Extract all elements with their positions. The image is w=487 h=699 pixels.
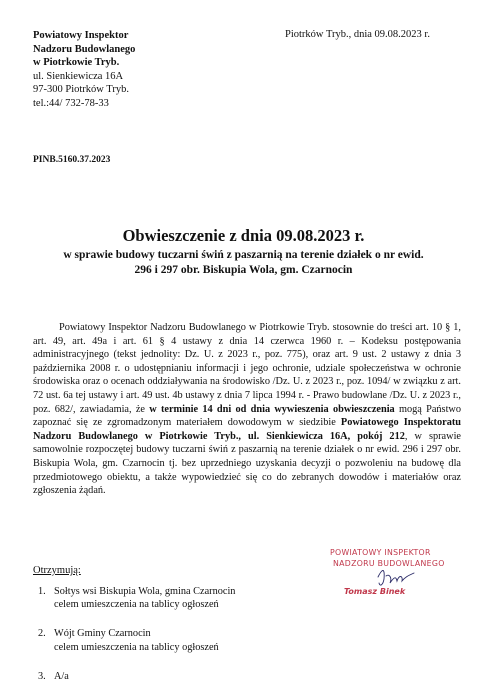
body-text-3: , w sprawie samowolnie rozpoczętej budowy tuczarni świń z paszarnią na terenie działek o nr ewid. 296 i 297 obr. Biskupia Wola, gm. Czarnocin tj. bez uprzedniego uzyskania decyzji o pozwoleniu na budowę dla przedmiotowego obiektu, a także wypowiedzieć się co do zebranych dowodów i materiałów oraz zgłoszenia żądań. (33, 430, 461, 497)
body-bold-deadline: w terminie 14 dni od dnia wywieszenia obwieszczenia (149, 403, 395, 415)
list-item-number: 1. (38, 586, 46, 597)
stamp-line-2: NADZORU BUDOWLANEGO (333, 559, 445, 568)
list-item (38, 670, 298, 683)
sender-block (33, 29, 135, 110)
document-subtitle (20, 248, 467, 278)
list-item-number: 3. (38, 670, 46, 682)
sender-address-city: 97-300 Piotrków Tryb. (33, 84, 129, 95)
sender-line-1: Powiatowy Inspektor (33, 30, 129, 41)
list-item (38, 585, 298, 611)
body-bold-location: Powiatowego Inspektoratu Nadzoru Budowlanego w Piotrkowie Tryb., ul. Sienkiewicza 16A, pokój 212 (33, 417, 461, 442)
stamp-name: Tomasz Binek (344, 587, 406, 596)
list-item-line-2: celem umieszczenia na tablicy ogłoszeń (54, 641, 219, 653)
stamp-line-1: POWIATOWY INSPEKTOR (330, 548, 431, 557)
subtitle-line-2: 296 i 297 obr. Biskupia Wola, gm. Czarnocin (134, 264, 353, 276)
sender-line-2: Nadzoru Budowlanego (33, 43, 136, 55)
sender-phone: tel.:44/ 732-78-33 (33, 97, 109, 109)
body-text-2: mogą Państwo zapoznać się ze zgromadzonym materiałem dowodowym w siedzibie (33, 403, 462, 429)
list-item-line-1: Sołtys wsi Biskupia Wola, gmina Czarnocin (54, 586, 236, 597)
sender-line-3: w Piotrkowie Tryb. (33, 57, 120, 68)
subtitle-line-1: w sprawie budowy tuczarni świń z paszarnią na terenie działek o nr ewid. (63, 249, 424, 261)
official-stamp (330, 543, 460, 603)
recipients-list (38, 585, 298, 699)
place-date: Piotrków Tryb., dnia 09.08.2023 r. (285, 29, 430, 40)
body-paragraph (33, 321, 461, 498)
document-title: Obwieszczenie z dnia 09.08.2023 r. (122, 226, 365, 245)
sender-address-street: ul. Sienkiewicza 16A (33, 70, 124, 82)
list-item-number: 2. (38, 628, 46, 640)
list-item-line-1: A/a (54, 670, 69, 682)
list-item-line-1: Wójt Gminy Czarnocin (54, 628, 151, 640)
list-item (38, 627, 298, 653)
body-text-1: Powiatowy Inspektor Nadzoru Budowlanego w Piotrkowie Tryb. stosownie do treści art. 10 § 1, art. 49, art. 49a i art. 61 § 4 ustawy z dnia 14 czerwca 1960 r. – Kodeksu postępowania administracyjnego (tekst jednolity: Dz. U. z 2023 r., poz. 775), oraz art. 9 ust. 2 ustawy z dnia 3 października 2008 r. o udostępnianiu informacji i jego ochronie, udziale społeczeństwa w ochronie środowiska oraz o ocenach oddziaływania na środowisko /Dz. U. z 2023 r., poz. 1094/ w związku z art. 72 ust. 6a tej ustawy i art. 49 ust. 4b ustawy z dnia 7 lipca 1994 r. - Prawo budowlane /Dz. U. z 2023 r., poz. 682/, zawiadamia, że (33, 322, 461, 415)
list-item-line-2: celem umieszczenia na tablicy ogłoszeń (54, 599, 219, 611)
recipients-label: Otrzymują: (33, 565, 81, 576)
reference-number: PINB.5160.37.2023 (33, 155, 111, 165)
